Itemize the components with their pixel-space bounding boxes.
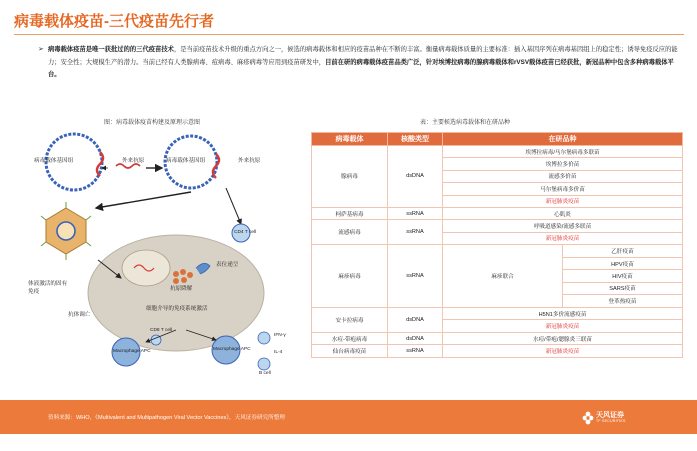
antigen-gene-1	[116, 164, 140, 168]
cell-candidate: SARS疫苗	[563, 282, 683, 294]
intro-bold-conclusion: 目前在研的病毒载体疫苗品类广泛，针对埃博拉病毒的腺病毒载体和rVSV载体疫苗已经获批，新冠品种中包含多种病毒载体平台。	[48, 58, 674, 79]
cell-candidate-covid: 新冠肺炎疫苗	[443, 195, 683, 207]
cell-candidate: HPV疫苗	[563, 258, 683, 270]
label-b-cell: B cell	[259, 371, 271, 376]
label-antigen-degrade: 抗原降解	[170, 286, 193, 292]
cell-candidate: 心肌炎	[443, 207, 683, 219]
label-cd8: CD8 T cell	[150, 328, 173, 333]
table-row	[312, 220, 683, 232]
b-cell	[258, 358, 270, 370]
cell-vector: 仙台病毒疫苗	[312, 345, 388, 357]
cell-vector: 安卡拉病毒	[312, 308, 388, 333]
title-divider	[14, 34, 684, 35]
label-cell-mediated: 细胞介导的免疫系统激活	[146, 306, 208, 312]
label-ifn: IFN-γ	[274, 333, 286, 338]
cell-candidate: H5N1多价流感疫苗	[443, 308, 683, 320]
cell-candidate: 水痘/带疱/腮腺炎三联苗	[443, 332, 683, 344]
table-row	[312, 308, 683, 320]
header-vector: 病毒载体	[312, 133, 388, 146]
cell-combo: 麻疹联合	[443, 245, 563, 307]
diagram-illustration	[26, 128, 296, 380]
table-caption: 表：主要候选病毒载体和在研品种	[420, 120, 511, 126]
table-row	[312, 345, 683, 357]
cell-type: ssRNA	[388, 345, 443, 357]
label-genome-2: 病毒载体基因组	[166, 158, 206, 164]
label-macrophage-left: Macrophage APC	[113, 349, 151, 354]
label-il4: IL-4	[274, 350, 283, 355]
table-row	[312, 146, 683, 158]
table-row	[312, 207, 683, 219]
cell-type: ssRNA	[388, 220, 443, 245]
cd4-cell	[258, 332, 270, 344]
label-cd4-top: CD4 T cell	[234, 230, 257, 235]
page-title: 病毒载体疫苗-三代疫苗先行者	[14, 13, 214, 30]
bullet-arrow-icon: ➢	[38, 46, 44, 53]
header-candidates: 在研品种	[443, 133, 683, 146]
cell-candidate: 呼吸道感染/流感多联苗	[443, 220, 683, 232]
source-note: 资料来源：WHO，《Multivalent and Multipathogen Viral Vector Vaccines》，天风证券研究所整理	[48, 415, 285, 421]
measles-subtable	[443, 245, 682, 307]
cell-measles-group	[443, 245, 683, 308]
cell-candidate: 埃博拉多价苗	[443, 158, 683, 170]
label-genome-1: 病毒载体基因组	[34, 158, 74, 164]
label-humoral: 体液激活的固有免疫	[28, 281, 68, 295]
intro-paragraph	[38, 44, 680, 82]
intro-body: ，是当前疫苗技术升级的重点方向之一，候选的病毒载体和相应的疫苗品种在不断的丰富。衡量病毒载体质量的主要标准：插入基因序列在病毒基因组上的稳定性；诱导免疫反应的能力；安全性；大规模生产的潜力。当前已经有人类腺病毒、痘病毒、麻疹病毒等应用到疫苗研发中，	[48, 46, 678, 66]
cell-candidate: HIV疫苗	[563, 270, 683, 282]
step-arrow-2	[96, 192, 191, 208]
viral-vector-diagram	[26, 128, 296, 380]
table-row	[312, 332, 683, 344]
label-expression: 表位递呈	[216, 262, 239, 268]
cell-type: ssRNA	[388, 207, 443, 219]
cell-type: dsDNA	[388, 146, 443, 208]
brand-subtitle: TF SECURITIES	[596, 419, 626, 423]
diagram-caption: 图：病毒载体疫苗构建及原理示意图	[104, 120, 201, 126]
cell-candidate-covid: 新冠肺炎疫苗	[443, 345, 683, 357]
intro-bold-lead: 病毒载体疫苗是唯一获批过的的三代疫苗技术	[48, 46, 174, 53]
cell-candidate: 乙肝疫苗	[563, 245, 683, 257]
cell-candidate: 登革热疫苗	[608, 299, 637, 306]
cell-vector: 水痘-带疱病毒	[312, 332, 388, 344]
cell-candidate-covid: 新冠肺炎疫苗	[443, 320, 683, 332]
cell-vector: 麻疹病毒	[312, 245, 388, 308]
brand-flower-icon	[582, 410, 594, 426]
header-type: 核酸类型	[388, 133, 443, 146]
cell-candidate-covid: 新冠肺炎疫苗	[443, 232, 683, 244]
cell-type: ssRNA	[388, 245, 443, 308]
label-antigen-2: 外来抗原	[238, 158, 261, 164]
cell-type: dsDNA	[388, 332, 443, 344]
cell-candidate: 流感多价苗	[443, 170, 683, 182]
label-antigen-1: 外来抗原	[122, 158, 145, 164]
cell-type: dsDNA	[388, 308, 443, 333]
cell-vector: 流感病毒	[312, 220, 388, 245]
vector-table	[311, 132, 683, 358]
host-cell	[88, 235, 264, 351]
label-macrophage-right: Macrophage APC	[213, 347, 251, 352]
cell-candidate: 马尔堡病毒多价苗	[443, 183, 683, 195]
footer-bar	[0, 400, 697, 434]
cell-candidate: 埃博拉病毒/马尔堡病毒多联苗	[443, 146, 683, 158]
brand-name: 天风证券	[596, 412, 624, 419]
table-header-row	[312, 133, 683, 146]
cell-nucleus	[122, 250, 170, 286]
label-antibody: 抗体调亡	[68, 312, 91, 318]
virus-genome	[57, 222, 75, 240]
cell-vector: 柯萨基病毒	[312, 207, 388, 219]
cell-vector: 腺病毒	[312, 146, 388, 208]
brand-logo	[582, 409, 662, 427]
